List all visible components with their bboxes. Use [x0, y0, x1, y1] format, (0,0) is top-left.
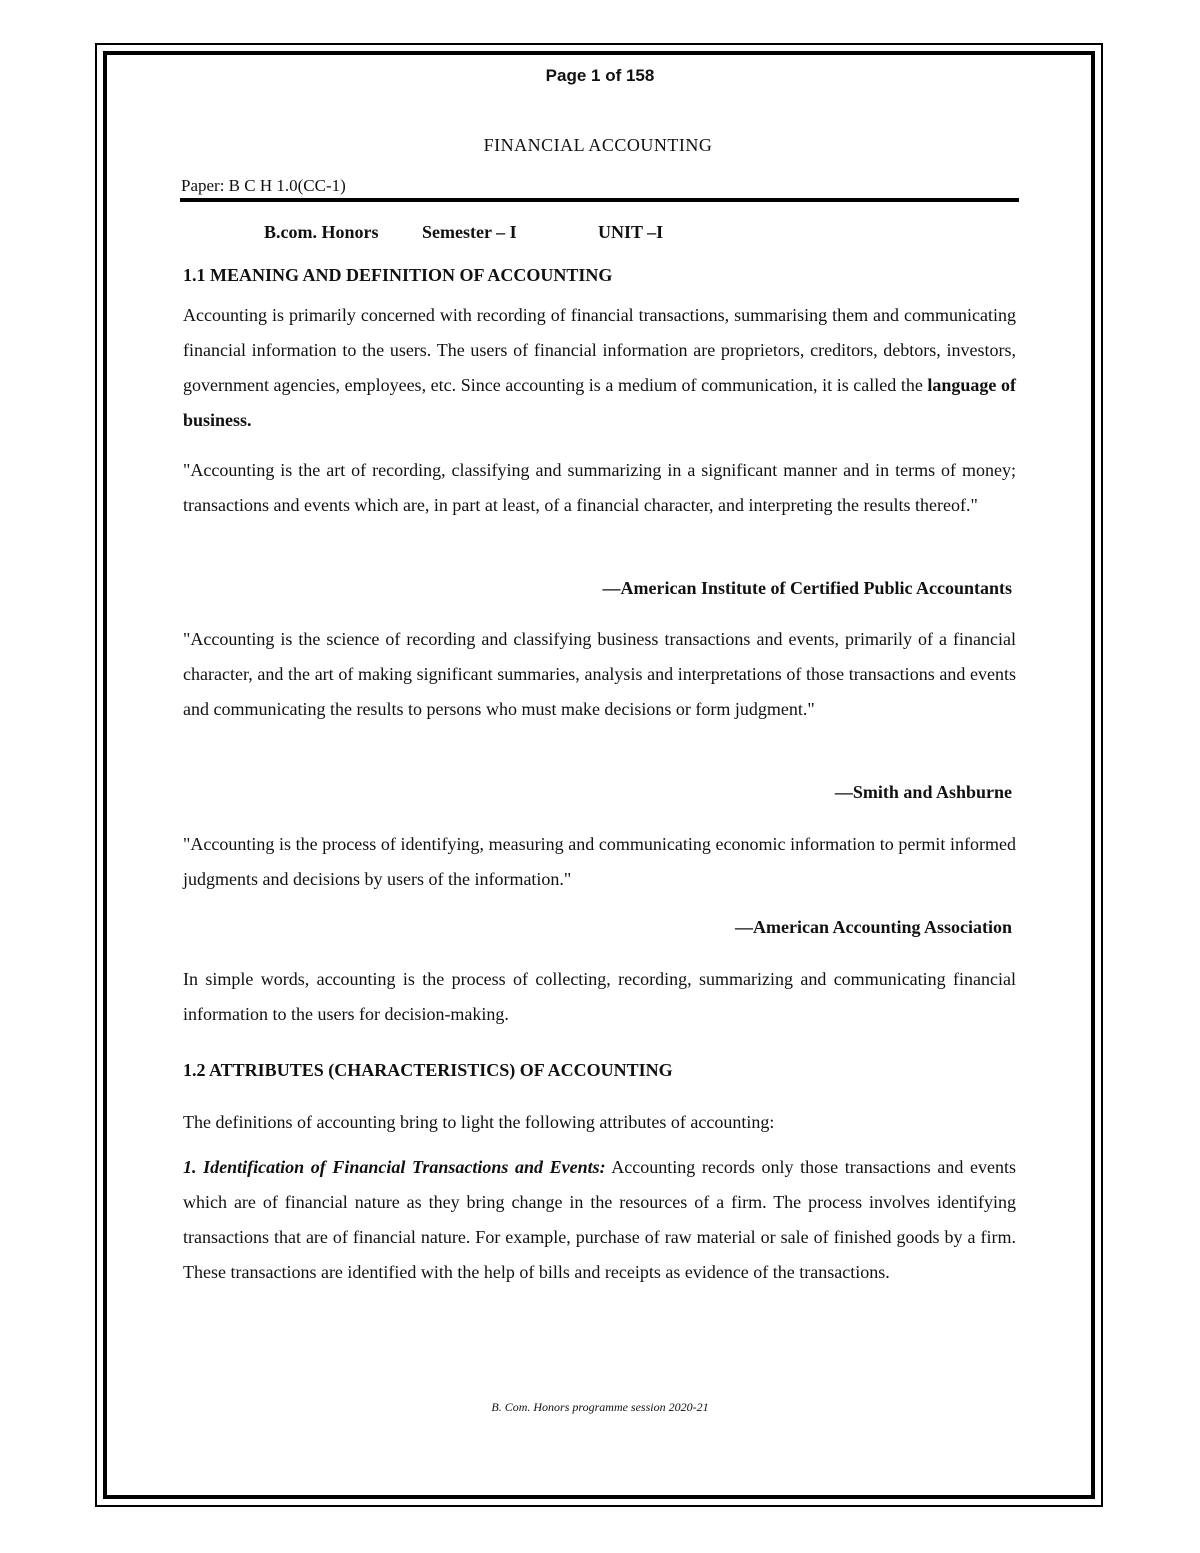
- page-footer: B. Com. Honors programme session 2020-21: [491, 1400, 709, 1414]
- intro-text: Accounting is primarily concerned with recording of financial transactions, summarising them and communicating financial information to the users. The users of financial information are proprietors, creditors, debtors, investors, government agencies, employees, etc. Since accounting is a medium of communication, it is called the: [183, 305, 1016, 395]
- attribute-item-1-text: Accounting records only those transactions and events which are of financial nature as they bring change in the resources of a firm. The process involves identifying transactions that are of financial nature. For example, purchase of raw material or sale of finished goods by a firm. These transactions are identified with the help of bills and receipts as evidence of the transactions.: [183, 1157, 1016, 1282]
- page-number: Page 1 of 158: [545, 66, 655, 85]
- attribute-item-1-title: 1. Identification of Financial Transactions and Events:: [183, 1157, 606, 1177]
- intro-bold: language of business.: [183, 375, 1016, 430]
- header-divider: [180, 198, 1019, 202]
- section-heading-1-2: 1.2 ATTRIBUTES (CHARACTERISTICS) OF ACCOUNTING: [183, 1060, 673, 1080]
- attribute-item-1: [183, 1150, 1016, 1290]
- intro-paragraph: [183, 298, 1016, 438]
- semester-label: Semester – I: [422, 222, 517, 242]
- paper-code: Paper: B C H 1.0(CC-1): [181, 176, 346, 195]
- program-label: B.com. Honors: [264, 222, 379, 242]
- definition-aicpa: "Accounting is the art of recording, classifying and summarizing in a significant manner and in terms of money; transactions and events which are, in part at least, of a financial character, and interpreting the results thereof.": [183, 460, 1016, 515]
- unit-label: UNIT –I: [598, 222, 664, 242]
- definition-aaa: "Accounting is the process of identifying, measuring and communicating economic information to permit informed judgments and decisions by users of the information.": [183, 834, 1016, 889]
- source-aicpa: —American Institute of Certified Public Accountants: [602, 578, 1012, 598]
- attributes-intro: The definitions of accounting bring to light the following attributes of accounting:: [183, 1112, 775, 1132]
- summary-paragraph: In simple words, accounting is the process of collecting, recording, summarizing and communicating financial information to the users for decision-making.: [183, 969, 1016, 1024]
- source-smith: —Smith and Ashburne: [834, 782, 1012, 802]
- source-aaa: —American Accounting Association: [735, 917, 1012, 937]
- course-title: FINANCIAL ACCOUNTING: [483, 135, 713, 155]
- section-heading-1-1: 1.1 MEANING AND DEFINITION OF ACCOUNTING: [183, 265, 613, 285]
- definition-smith: "Accounting is the science of recording and classifying business transactions and events, primarily of a financial character, and the art of making significant summaries, analysis and interpretations of those transactions and events and communicating the results to persons who must make decisions or form judgment.": [183, 629, 1016, 719]
